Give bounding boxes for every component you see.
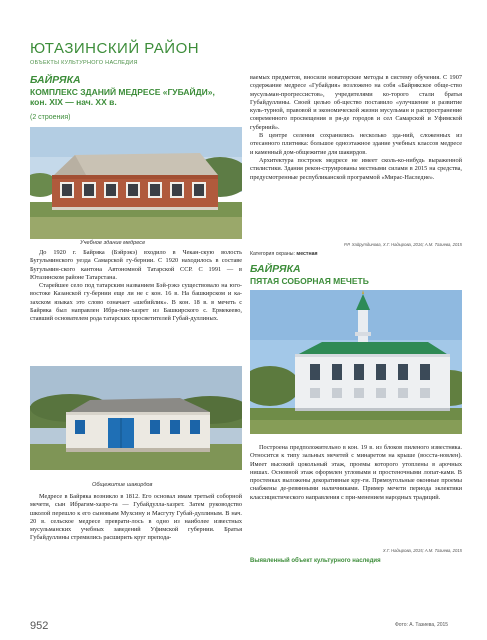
article1-author: Р.Р. Хайрутдинова, Х.Г. Надырова, 2016; А.М. Тазиева, 2015 <box>343 242 462 247</box>
paragraph: До 1920 г. Байряка (Бэйрэкэ) входило в Чекан-скую волость Бугульминского уезда Самарской гу-бернии. С 1920 находилось в составе Бугульмин-ского кантона Автономной Татарской ССР. С 1991 — в Ютазинском районе Татарстана. <box>30 249 242 281</box>
article2-text <box>250 444 462 502</box>
paragraph: Архитектура построек медресе не имеет сколь-ко-нибудь выраженной стилистики. Здания рекон-струированы местными силами в 2015 на средства, предусмотренные республиканской программой «Мирас-Наследие». <box>250 156 462 181</box>
mosque-photo <box>250 290 462 434</box>
article1-title-line2: кон. XIX — нач. XX в. <box>30 97 117 107</box>
dormitory-photo <box>30 366 242 470</box>
page-number: 952 <box>30 620 49 632</box>
article2-title: ПЯТАЯ СОБОРНАЯ МЕЧЕТЬ <box>250 276 369 286</box>
paragraph: ваемых предметов, вносили новаторские методы в систему обучения. С 1907 содержание медресе «Губайдия» возложено на собя «Байрякское обще-ство мусульман-прогрессистов», учредителями ко-торого стали братья Губайдуллины. Своей целью об-щество поставило «улучшение и развитие куль-турной, правовой и экономической жизни мусульман и распространение современного просвещения в ря-де городов и сел Самарской и Уфимской губерний». <box>250 74 462 131</box>
article1-title <box>30 87 245 107</box>
article2-status: Выявленный объект культурного наследия <box>250 558 381 564</box>
article1-village: БАЙРЯКА <box>30 74 81 86</box>
article1-buildings-count: (2 строения) <box>30 114 71 121</box>
paragraph: В центре селения сохранились несколько зда-ний, сложенных из отесанного плитняка: большое одноэтажное здание учебных классов медресе и каменный дом-общежитие для шакирдов. <box>250 132 462 156</box>
paragraph: Старейшее село под татарским названием Бэй-рэкэ существовало на юго-востоке Казанской гу-бернии еще ли не с кон. 16 в. На башкирском и ка-захском языках это слово означает «шебийлик». В кон. 18 в. в мечеть с Байряка был направлен Ибра-гим-хазрет из Башкирского с. Ермекеево, ставший основателем рода татарских просветителей Губай-дуллиных. <box>30 282 242 323</box>
section-subtitle: ОБЪЕКТЫ КУЛЬТУРНОГО НАСЛЕДИЯ <box>30 60 138 66</box>
protection-category <box>250 251 318 257</box>
article1-title-line1: КОМПЛЕКС ЗДАНИЙ МЕДРЕСЕ «ГУБАЙДИ», <box>30 87 215 97</box>
article1-col1b-text <box>30 493 242 543</box>
article1-col1-text <box>30 249 242 324</box>
article2-village: БАЙРЯКА <box>250 263 301 275</box>
photo-credit: Фото: А. Тазиева, 2015 <box>395 622 449 628</box>
paragraph: Медресе в Байряка возникло в 1812. Его основал имам третьей соборной мечети, сын Ибрагим-хазре-та — Губайдулла-хазрет. Затем руководство школой перешло к его сыновьям Мухсину и Масгуту Губай-дуллиным. В нач. 20 в. сельское медресе преврати-лось в одно из наиболее известных мусульманских учебных заведений Уфимской губернии. Братья Губайдуллины стремились расширить круг препода- <box>30 493 242 542</box>
article2-author: Х.Г. Надырова, 2015; А.М. Тазиева, 2015 <box>382 548 462 553</box>
category-value: местная <box>296 251 318 257</box>
school-building-photo <box>30 127 242 239</box>
category-label: Категория охраны: <box>250 251 295 257</box>
paragraph: Построена предположительно в кон. 19 в. из блоков пиленого известняка. Относится к типу зальных мечетей с минаретом на крыше (восста-новлен). Имеет высокий цокольный этаж, проемы которого утоплены в арочных нишах. Основной этаж оформлен угловыми и простеночными лопат-ками. В простенках выложены декоративные кру-ги. Прямоугольные оконные проемы снабжены де-ревянными наличниками. Пример мечети периода эклектики классицистического направления с при-менением народных традиций. <box>250 444 462 501</box>
photo1-caption: Учебное здание медресе <box>80 240 146 246</box>
photo2-caption: Общежитие шакирдов <box>92 482 153 488</box>
section-title: ЮТАЗИНСКИЙ РАЙОН <box>30 40 200 57</box>
article1-col2-text <box>250 74 462 182</box>
